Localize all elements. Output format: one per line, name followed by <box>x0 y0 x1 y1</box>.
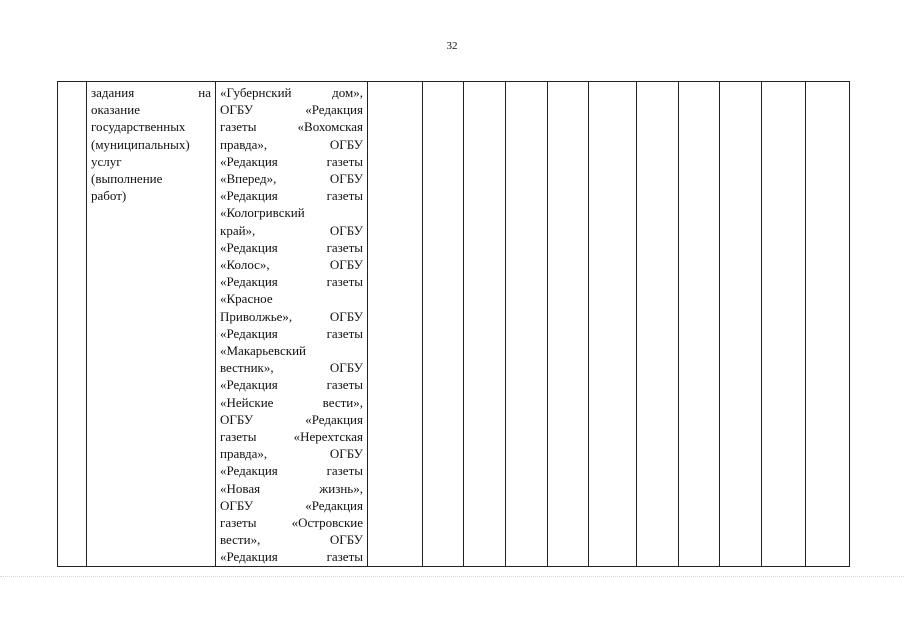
text-line: (выполнение <box>91 171 163 187</box>
cell-empty-11 <box>679 82 720 567</box>
text-line: «Редакция газеты <box>220 153 363 169</box>
text-line: «Редакция газеты <box>220 325 363 341</box>
text-line: «Редакция газеты <box>220 274 363 290</box>
text-line: «Новая жизнь», <box>220 480 363 496</box>
text-line: край», ОГБУ <box>220 222 363 238</box>
cell-service-description <box>87 82 216 567</box>
text-line: ОГБУ «Редакция <box>220 102 363 118</box>
text-line: правда», ОГБУ <box>220 446 363 462</box>
table-row <box>58 82 850 567</box>
text-line: ОГБУ «Редакция <box>220 497 363 513</box>
text-line: «Макарьевский <box>220 343 306 359</box>
cell-empty-13 <box>762 82 806 567</box>
text-line: «Губернский дом», <box>220 85 363 100</box>
text-line: «Колос», ОГБУ <box>220 257 363 273</box>
text-line: вестник», ОГБУ <box>220 360 363 376</box>
cell-empty-5 <box>423 82 464 567</box>
text-line: государственных <box>91 119 186 135</box>
text-line: «Редакция газеты <box>220 549 363 565</box>
text-line: «Редакция газеты <box>220 188 363 204</box>
text-line: газеты «Островские <box>220 515 363 531</box>
text-line: услуг <box>91 153 122 169</box>
cell-empty-10 <box>637 82 679 567</box>
cell-organizations <box>216 82 368 567</box>
text-line: правда», ОГБУ <box>220 136 363 152</box>
page-number: 32 <box>446 40 458 52</box>
cell-empty-6 <box>464 82 506 567</box>
cell-empty-12 <box>720 82 762 567</box>
cell-empty-8 <box>548 82 589 567</box>
cell-empty-14 <box>806 82 850 567</box>
text-line: «Красное <box>220 291 273 307</box>
text-line: ОГБУ «Редакция <box>220 411 363 427</box>
text-line: оказание <box>91 102 140 118</box>
text-line: вести», ОГБУ <box>220 532 363 548</box>
text-line: газеты «Вохомская <box>220 119 363 135</box>
document-table <box>57 81 850 567</box>
page-footer-rule <box>0 576 904 577</box>
text-line: «Редакция газеты <box>220 463 363 479</box>
cell-empty-4 <box>368 82 423 567</box>
text-line: Приволжье», ОГБУ <box>220 308 363 324</box>
text-line: газеты «Нерехтская <box>220 429 363 445</box>
cell-empty-7 <box>506 82 548 567</box>
text-line: «Кологривский <box>220 205 305 221</box>
text-line: задания на <box>91 85 211 100</box>
text-line: «Редакция газеты <box>220 239 363 255</box>
text-line: «Редакция газеты <box>220 377 363 393</box>
text-line: «Вперед», ОГБУ <box>220 171 363 187</box>
cell-index <box>58 82 87 567</box>
text-line: работ) <box>91 188 127 204</box>
text-line: (муниципальных) <box>91 136 190 152</box>
text-line: «Нейские вести», <box>220 394 363 410</box>
cell-empty-9 <box>589 82 637 567</box>
